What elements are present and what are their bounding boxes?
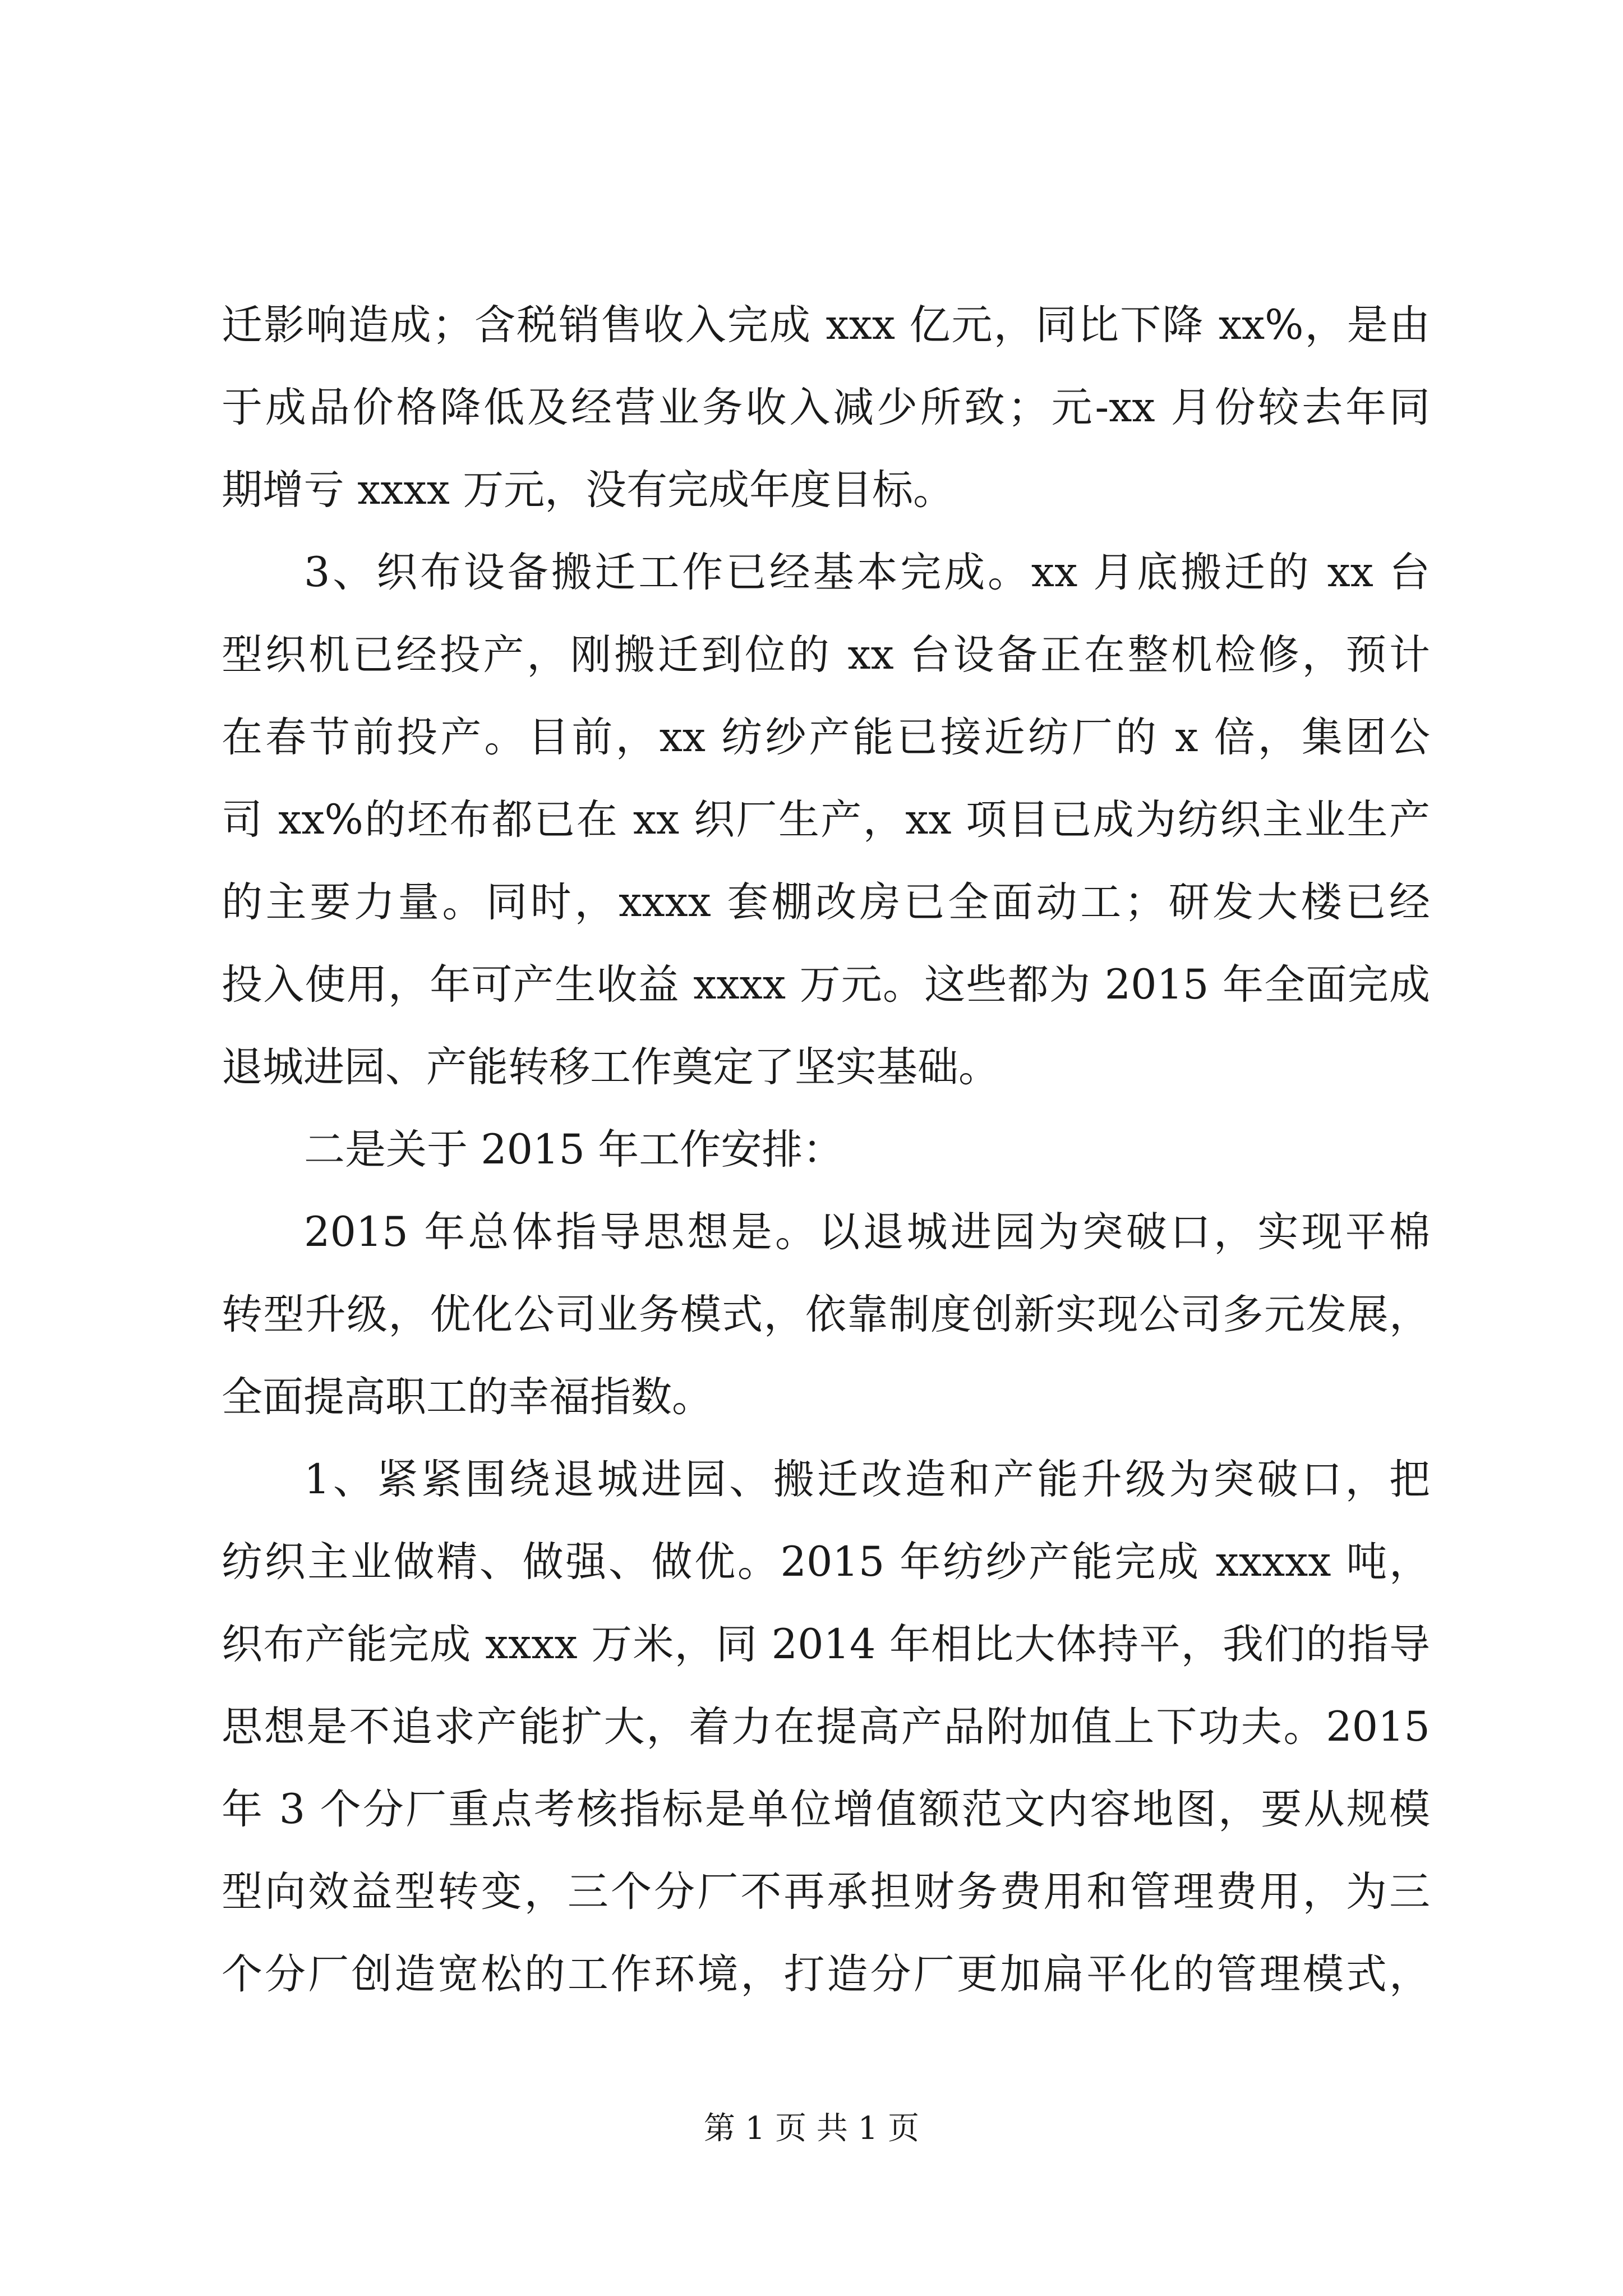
text-line: 1、紧紧围绕退城进园、搬迁改造和产能升级为突破口，把	[304, 1456, 1430, 1503]
text-line: 于成品价格降低及经营业务收入减少所致；元-xx 月份较去年同	[222, 384, 1430, 431]
text-line: 在春节前投产。目前，xx 纺纱产能已接近纺厂的 x 倍，集团公	[222, 714, 1430, 761]
text-line: 思想是不追求产能扩大，着力在提高产品附加值上下功夫。2015	[222, 1703, 1430, 1751]
text-line: 的主要力量。同时，xxxx 套棚改房已全面动工；研发大楼已经	[222, 878, 1430, 926]
text-line: 型织机已经投产，刚搬迁到位的 xx 台设备正在整机检修，预计	[222, 631, 1430, 679]
text-line: 全面提高职工的幸福指数。	[222, 1373, 713, 1421]
text-line: 司 xx%的坯布都已在 xx 织厂生产，xx 项目已成为纺织主业生产	[222, 796, 1430, 844]
text-line: 2015 年总体指导思想是。以退城进园为突破口，实现平棉	[304, 1208, 1430, 1256]
text-line: 织布产能完成 xxxx 万米，同 2014 年相比大体持平，我们的指导	[222, 1621, 1430, 1668]
text-line: 年 3 个分厂重点考核指标是单位增值额范文内容地图，要从规模	[222, 1786, 1430, 1833]
text-line: 3、织布设备搬迁工作已经基本完成。xx 月底搬迁的 xx 台	[304, 549, 1430, 596]
text-line: 个分厂创造宽松的工作环境，打造分厂更加扁平化的管理模式，	[222, 1950, 1430, 1998]
text-line: 期增亏 xxxx 万元，没有完成年度目标。	[222, 466, 955, 514]
text-line: 退城进园、产能转移工作奠定了坚实基础。	[222, 1043, 999, 1091]
text-line: 迁影响造成；含税销售收入完成 xxx 亿元，同比下降 xx%，是由	[222, 301, 1430, 349]
text-line: 投入使用，年可产生收益 xxxx 万元。这些都为 2015 年全面完成	[222, 961, 1430, 1009]
text-line: 纺织主业做精、做强、做优。2015 年纺纱产能完成 xxxxx 吨，	[222, 1538, 1430, 1586]
page-number-footer: 第 1 页 共 1 页	[703, 2110, 920, 2147]
text-line: 型向效益型转变，三个分厂不再承担财务费用和管理费用，为三	[222, 1868, 1430, 1916]
text-line: 转型升级，优化公司业务模式，依靠制度创新实现公司多元发展，	[222, 1291, 1430, 1338]
section-heading: 二是关于 2015 年工作安排：	[304, 1126, 844, 1174]
